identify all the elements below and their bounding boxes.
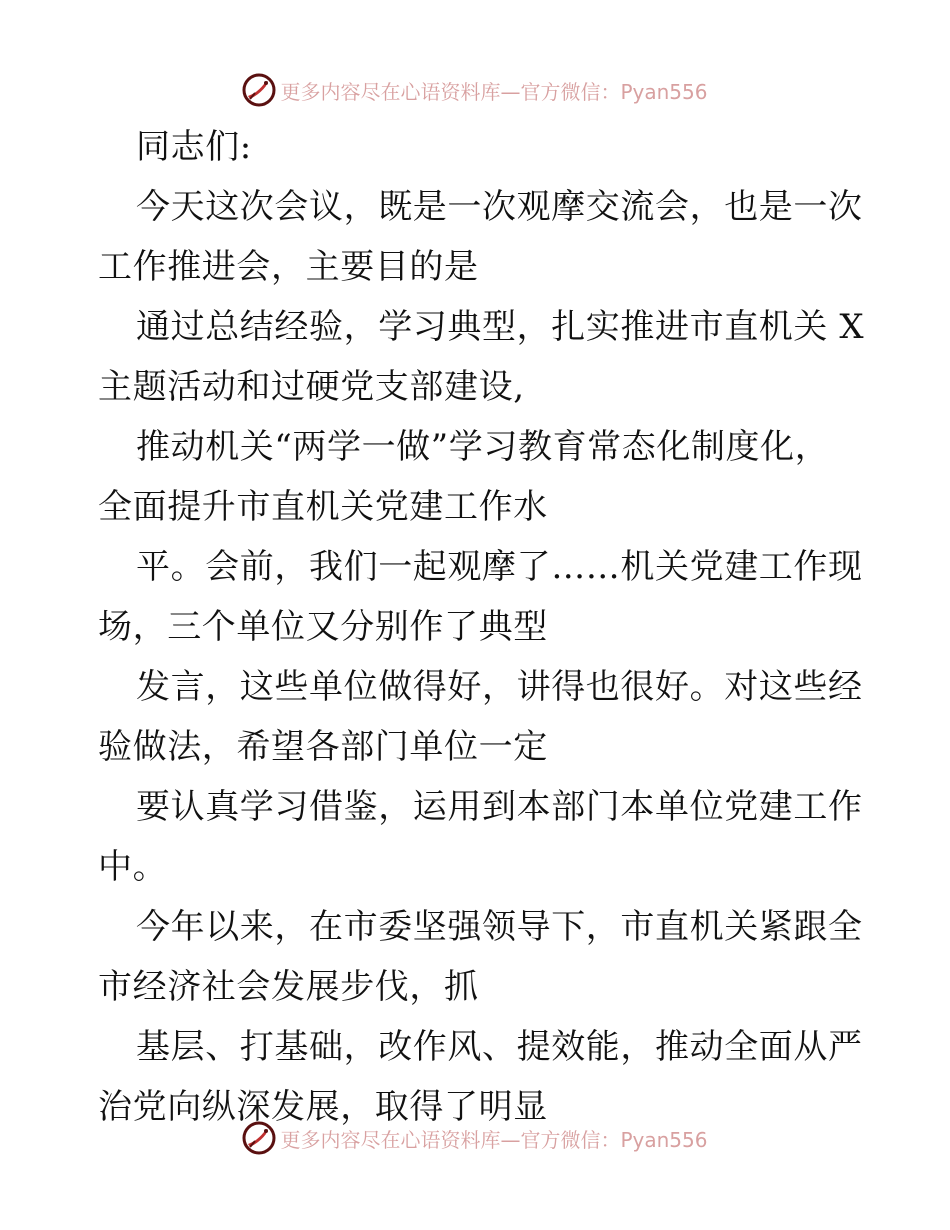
document-line: 中。	[98, 847, 168, 887]
pen-nib-logo-icon	[242, 73, 276, 107]
document-body	[98, 117, 865, 1137]
document-line: 今天这次会议，既是一次观摩交流会，也是一次	[136, 187, 863, 227]
document-line: 基层、打基础，改作风、提效能，推动全面从严	[136, 1027, 863, 1067]
document-line: 同志们:	[136, 127, 252, 167]
document-line: 发言，这些单位做得好，讲得也很好。对这些经	[136, 667, 863, 707]
pen-nib-logo-icon	[242, 1121, 276, 1155]
document-line: 今年以来，在市委坚强领导下，市直机关紧跟全	[136, 907, 863, 947]
footer-banner-text: 更多内容尽在心语资料库—官方微信：Pyan556	[280, 1127, 708, 1152]
document-line: 治党向纵深发展，取得了明显	[98, 1087, 548, 1127]
document-line: 市经济社会发展步伐，抓	[98, 967, 479, 1007]
document-line: 主题活动和过硬党支部建设,	[98, 367, 525, 407]
document-line: 推动机关“两学一做”学习教育常态化制度化，	[136, 427, 830, 467]
document-line: 工作推进会，主要目的是	[98, 247, 479, 287]
document-line: 通过总结经验，学习典型，扎实推进市直机关 X	[136, 307, 865, 347]
document-line: 平。会前，我们一起观摩了……机关党建工作现	[136, 547, 863, 587]
header-banner	[0, 70, 950, 110]
document-line: 要认真学习借鉴，运用到本部门本单位党建工作	[136, 787, 863, 827]
header-banner-text: 更多内容尽在心语资料库—官方微信：Pyan556	[280, 79, 708, 104]
document-line: 场，三个单位又分别作了典型	[98, 607, 548, 647]
document-line: 全面提升市直机关党建工作水	[98, 487, 548, 527]
document-line: 验做法，希望各部门单位一定	[98, 727, 548, 767]
footer-banner	[0, 1118, 950, 1158]
